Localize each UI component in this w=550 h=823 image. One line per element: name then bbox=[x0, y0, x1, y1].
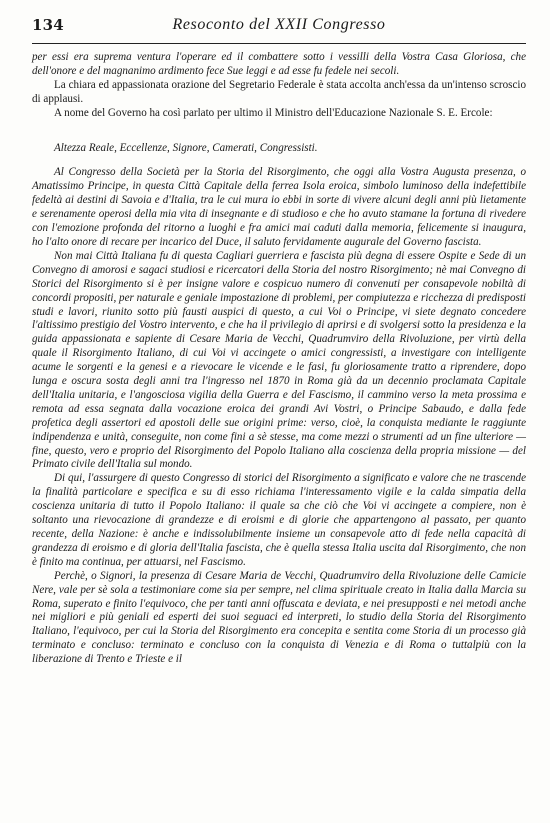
quote-tail-paragraph: per essi era suprema ventura l'operare ed il combattere sotto i vessilli della Vostra Casa Gloriosa, che dell'onore e del magnanimo ardimento fece Sue leggi e ad esse fu fedele nei secoli. bbox=[32, 51, 526, 77]
page-body bbox=[32, 51, 526, 667]
speech-paragraph-4: Perchè, o Signori, la presenza di Cesare Maria de Vecchi, Quadrumviro della Rivoluzione delle Camicie Nere, vale per sè sola a testimoniare come sia per sempre, nel clima spirituale creato in Italia dalla Marcia su Roma, superato e finito l'equivoco, che per tanti anni offuscata e deviata, e nei presupposti e nei metodi anche nei migliori e più geniali ed esperti dei suoi seguaci ed interpreti, lo studio della Storia del Risorgimento Italiano, l'equivoco, per cui la Storia del Risorgimento era concepita e sentita come Storia di un processo già terminato e concluso: terminato e concluso con la conquista di Venezia e di Roma o tuttalpiù con la liberazione di Trento e Trieste e il bbox=[32, 569, 526, 666]
narrative-paragraph-2: A nome del Governo ha così parlato per ultimo il Ministro dell'Educazione Nazionale S. E. Ercole: bbox=[54, 106, 493, 119]
narrative-paragraph-1: La chiara ed appassionata orazione del Segretario Federale è stata accolta anch'essa da un'intenso scroscio di applausi. bbox=[32, 78, 526, 105]
speech-paragraph-1: Al Congresso della Società per la Storia del Risorgimento, che oggi alla Vostra Augusta presenza, o Amatissimo Principe, in questa Città Capitale della ferrea Isola eroica, simbolo luminoso della indefettibile fedeltà ai destini di Savoia e d'Italia, tra le cui mura io ebbi in sorte di vivere alcuni degli anni più lietamente e serenamente operosi della mia vita di insegnante e di studioso e che ho avuto stamane la fortuna di rivedere con l'emozione profonda del ritorno a luoghi e fra amici mai caduti dalla memoria, felicemente si inaugura, ho l'alto onore di recare per incarico del Duce, il saluto fervidamente augurale del Governo fascista. bbox=[32, 166, 526, 248]
speech-salutation: Altezza Reale, Eccellenze, Signore, Camerati, Congressisti. bbox=[54, 141, 318, 154]
speech-paragraph-3: Di qui, l'assurgere di questo Congresso di storici del Risorgimento a significato e valore che ne trascende la finalità particolare e specifica e su di esso richiama l'interessamento vigile e la calda simpatia della coscienza unitaria di tutto il Popolo Italiano: il quale sa che ciò che Voi vi accingete a compiere, non è soltanto una rievocazione di grandezze e di eroismi e di glorie che appartengono al passato, per quanto recente, della Nazione: è anche e indissolubilmente insieme un consapevole atto di fede nella capacità di grandezza di eroismo e di gloria dell'Italia fascista, che è quella stessa Italia uscita dal Risorgimento, che non è finito ma continua, per attuarsi, nel Fascismo. bbox=[32, 472, 526, 568]
speech-paragraph-2: Non mai Città Italiana fu di questa Cagliari guerriera e fascista più degna di essere Ospite e Sede di un Convegno di amorosi e sagaci studiosi e ricercatori della Storia del nostro Risorgimento; nè mai Convegno di Storici del Risorgimento si è per insigne valore e cospicuo numero di convenuti per consapevole nobiltà di concordi propositi, per naturale e geniale impostazione di problemi, per compiutezza e ricchezza di predisposti studi e lavori, riunito sotto più fausti auspici di questo, a cui Voi o Principe, vi siete degnato concedere l'altissimo prestigio del Vostro intervento, e che ha il privilegio di aprirsi e di svolgersi sotto la presidenza e la guida appassionata e sapiente di Cesare Maria de Vecchi, Quadrumviro della Rivoluzione, per virtù della quale il Risorgimento Italiano, di cui Voi vi accingete o amici congressisti, a investigare con intelligente acume le sorgenti e la genesi e a rievocare le vicende e le fasi, fu gloriosamente tratto a riprendere, dopo lunga e oscura sosta degli anni tra l'ingresso nel 1870 in Roma già da un decennio proclamata Capitale dell'Italia unitaria, e l'angosciosa vigilia della Guerra e del Fascismo, il cammino verso la meta prossima e remota ad essa segnata dalla vocazione eroica dei grandi Avi Vostri, o Principe Sabaudo, e dalla fede profetica degli assertori ed apostoli delle sue origini prime: verso, cioè, la conquista mediante le raggiunte indipendenza e unità, conseguite, non come fini a sè stesse, ma come mezzi o strumenti ad un fine ulteriore — fine, questo, vero e proprio del Risorgimento del Popolo Italiano alla coscienza della propria missione — del Primato civile dell'Italia sul mondo. bbox=[32, 249, 526, 471]
page-number: 134 bbox=[32, 16, 64, 34]
page-header bbox=[32, 16, 526, 38]
running-title: Resoconto del XXII Congresso bbox=[172, 16, 386, 33]
header-rule bbox=[32, 43, 526, 44]
